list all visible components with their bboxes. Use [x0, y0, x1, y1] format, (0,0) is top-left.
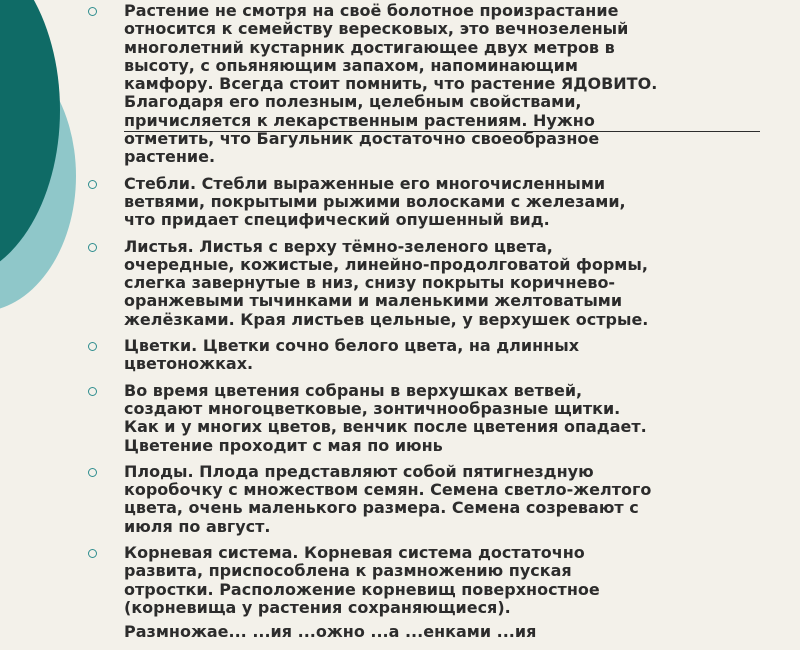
bullet-circle-icon — [88, 342, 97, 351]
bullet-circle-icon — [88, 468, 97, 477]
list-item — [88, 2, 760, 167]
bullet-circle-icon — [88, 387, 97, 396]
list-item-text: Стебли. Стебли выраженные его многочисленными ветвями, покрытыми рыжими волосками с железами, что придает специфический опушенный вид. — [124, 173, 626, 230]
list-item — [88, 238, 760, 329]
list-item — [88, 337, 760, 374]
bullet-circle-icon — [88, 7, 97, 16]
list-item — [88, 463, 760, 536]
list-item-text: Во время цветения собраны в верхушках ветвей, создают многоцветковые, зонтичнообразные щитки. Как и у многих цветов, венчик после цветения опадает. Цветение проходит с мая по июнь — [124, 380, 647, 455]
list-item-text: Цветки. Цветки сочно белого цвета, на длинных цветоножках. — [124, 336, 580, 374]
bullet-circle-icon — [88, 549, 97, 558]
list-item — [88, 544, 760, 641]
bullet-circle-icon — [88, 180, 97, 189]
list-item-text: Корневая система. Корневая система достаточно развита, приспособлена к размножению пуская отростки. Расположение корневищ поверхностное (корневища у растения сохраняющиеся). — [124, 543, 600, 617]
bullet-list — [88, 0, 760, 650]
bullet-circle-icon — [88, 243, 97, 252]
cut-off-text-line: Размножае... ...ия ...ожно ...а ...енками ...ия — [124, 622, 537, 642]
list-item-text: Растение не смотря на своё болотное произрастание относится к семейству вересковых, это вечнозеленый многолетний кустарник достигающее двух метров в высоту, с опьяняющим запахом, напоминающим камфору. Всегда стоит помнить, что растение ЯДОВИТО. Благодаря его полезным, целебным свойствами, причисляется к лекарственным растениям. Нужно отметить, что Багульник достаточно своеобразное растение. — [124, 1, 658, 167]
list-item-text: Листья. Листья с верху тёмно-зеленого цвета, очередные, кожистые, линейно-продолговатой формы, слегка завернутые в низ, снизу покрыты коричнево- оранжевыми тычинками и маленькими желтоватыми желёзками. Края листьев цельные, у верхушек острые. — [124, 236, 649, 329]
list-item-text: Плоды. Плода представляют собой пятигнездную коробочку с множеством семян. Семена светло-желтого цвета, очень маленького размера. Семена созревают с июля по август. — [124, 461, 652, 536]
list-item — [88, 382, 760, 455]
list-item — [88, 175, 760, 230]
